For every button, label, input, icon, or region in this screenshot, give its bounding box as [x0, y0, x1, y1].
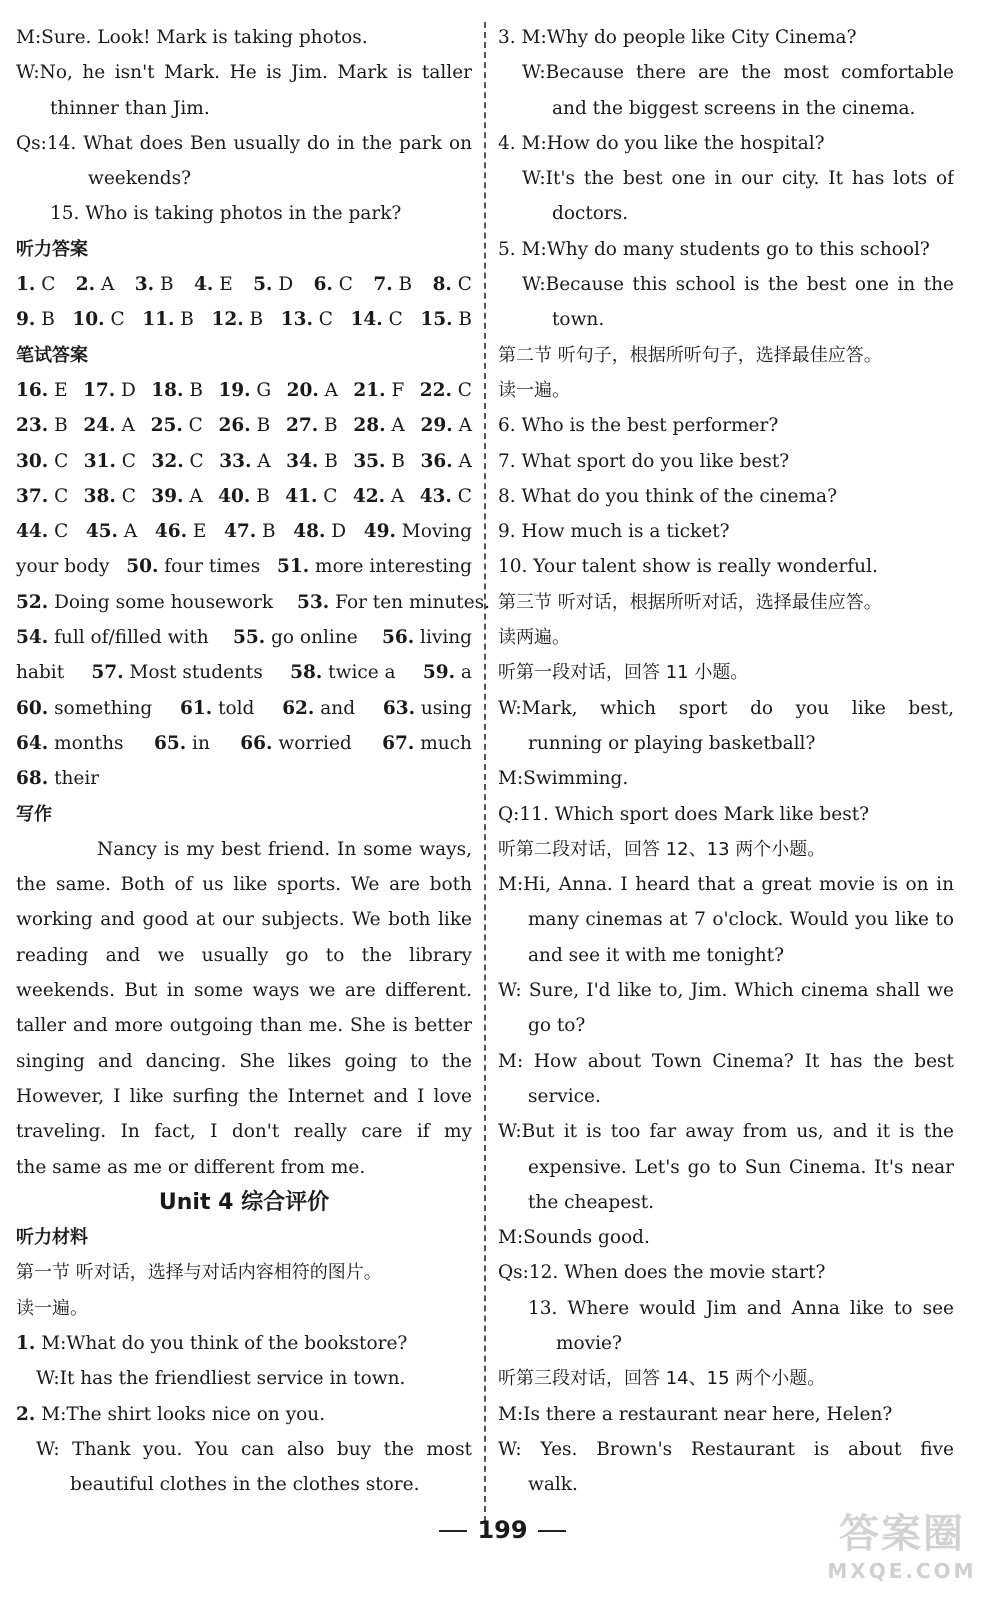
text-line: 9. How much is a ticket? [498, 521, 730, 543]
answer-item: 12. B [211, 309, 264, 331]
text-line: M:Sounds good. [498, 1227, 650, 1249]
answer-item: 52. Doing some housework [16, 591, 274, 613]
answer-item: 56. living [381, 627, 472, 649]
text-line: the cheapest. [528, 1191, 655, 1213]
answer-row [16, 267, 472, 302]
text-line: 第三节 听对话，根据所听对话，选择最佳应答。 [498, 591, 882, 613]
answer-item: 39. A [151, 485, 203, 507]
watermark-url: MXQE.COM [827, 1559, 977, 1583]
text-line: expensive. Let's go to Sun Cinema. It's near [528, 1156, 954, 1178]
answer-item: 51. more interesting [276, 556, 472, 578]
answer-item: 49. Moving [363, 521, 472, 543]
answer-item: 34. B [286, 450, 338, 472]
item-number: 2. [16, 1403, 36, 1425]
answer-item: 21. F [353, 379, 405, 401]
section-heading: 读一遍。 [16, 1297, 88, 1319]
text-line: thinner than Jim. [50, 97, 210, 119]
answer-item: 13. C [280, 309, 333, 331]
answer-item: 16. E [16, 379, 68, 401]
answer-item: 43. C [419, 485, 472, 507]
writing-line: the same. Both of us like sports. We are both [16, 874, 472, 896]
answer-item: 50. four times [126, 556, 261, 578]
answer-item: 37. C [16, 485, 69, 507]
answer-item: 23. B [16, 415, 68, 437]
answer-row [16, 514, 472, 549]
listening-answers [16, 267, 472, 338]
answer-item: 48. D [293, 521, 347, 543]
answer-item: 26. B [218, 415, 271, 437]
text-line: 10. Your talent show is really wonderful. [498, 556, 878, 578]
text-line: 3. M:Why do people like City Cinema? [498, 27, 857, 48]
written-answers [16, 373, 491, 797]
text-line: weekends? [88, 168, 192, 190]
answer-row [16, 726, 472, 761]
text-line: 7. What sport do you like best? [498, 450, 790, 472]
text-line: and see it with me tonight? [528, 944, 785, 966]
answer-row [16, 691, 472, 726]
answer-item: 17. D [82, 379, 136, 401]
answer-row [16, 620, 472, 655]
page-number-dash [439, 1530, 467, 1532]
answer-row [16, 655, 472, 690]
answer-row [16, 549, 472, 584]
dialogue-line: W:It has the friendliest service in town. [36, 1368, 406, 1390]
dialogue-line: beautiful clothes in the clothes store. [70, 1474, 420, 1496]
dialogue-line [16, 1326, 472, 1361]
text-line: M:Is there a restaurant near here, Helen? [498, 1403, 893, 1425]
dialogue-text: M:What do you think of the bookstore? [41, 1332, 408, 1354]
answer-item: 10. C [72, 309, 125, 331]
answer-item: 61. told [180, 697, 255, 719]
text-line: M:Hi, Anna. I heard that a great movie is on in [498, 874, 954, 896]
answer-row [16, 408, 472, 443]
answer-item: 63. using [382, 697, 472, 719]
answer-item: 32. C [151, 450, 204, 472]
writing-line: weekends. But in some ways we are different. [16, 980, 472, 1002]
answer-item: 1. C [16, 274, 56, 296]
answer-item: 22. C [419, 379, 472, 401]
answer-item: 7. B [373, 274, 413, 296]
answer-item: 9. B [16, 309, 55, 331]
text-line: town. [552, 309, 605, 331]
writing-line: reading and we usually go to the library [16, 944, 472, 966]
text-line: Qs:14. What does Ben usually do in the park on [16, 132, 472, 154]
answer-item: 30. C [16, 450, 69, 472]
writing-line: the same as me or different from me. [16, 1156, 366, 1178]
text-line: 第二节 听句子，根据所听句子，选择最佳应答。 [498, 344, 882, 366]
answer-item: 44. C [16, 521, 69, 543]
answer-item: 18. B [151, 379, 203, 401]
answer-item: 11. B [142, 309, 194, 331]
answer-item: 35. B [353, 450, 405, 472]
text-line: service. [528, 1085, 601, 1107]
text-line: and the biggest screens in the cinema. [552, 97, 916, 119]
writing-line: traveling. In fact, I don't really care if my [16, 1121, 472, 1143]
text-line: go to? [528, 1015, 586, 1037]
listening-material-title: 听力材料 [16, 1227, 88, 1249]
answer-row [16, 444, 472, 479]
answer-item: 58. twice a [290, 662, 396, 684]
answer-item: 66. worried [240, 732, 352, 754]
text-line: W:It's the best one in our city. It has lots of [522, 168, 954, 190]
text-line: 听第三段对话，回答 14、15 两个小题。 [498, 1368, 826, 1390]
answer-item: 5. D [253, 274, 294, 296]
answer-item: 14. C [350, 309, 403, 331]
watermark-text: 答案圈 [839, 1511, 965, 1557]
text-line: M: How about Town Cinema? It has the best [498, 1050, 954, 1072]
answer-item: 42. A [352, 485, 405, 507]
text-line: 听第一段对话，回答 11 小题。 [498, 662, 749, 684]
written-answers-title: 笔试答案 [16, 344, 88, 366]
text-line: 6. Who is the best performer? [498, 415, 779, 437]
answer-item: 45. A [85, 521, 138, 543]
writing-line: However, I like surfing the Internet and I love [16, 1085, 472, 1107]
dialogue-line: W: Thank you. You can also buy the most [36, 1438, 472, 1460]
answer-item: 67. much [382, 732, 472, 754]
dialogue-text: M:The shirt looks nice on you. [41, 1403, 326, 1425]
text-line: many cinemas at 7 o'clock. Would you like to [528, 909, 954, 931]
answer-row [16, 373, 472, 408]
text-line: 读两遍。 [498, 627, 570, 649]
left-column [16, 20, 491, 1502]
page-number-text: 199 [477, 1516, 528, 1544]
text-line: W: Yes. Brown's Restaurant is about five [498, 1438, 954, 1460]
answer-item: 36. A [420, 450, 472, 472]
answer-item: 55. go online [233, 627, 358, 649]
answer-item: 24. A [83, 415, 135, 437]
answer-item: 41. C [285, 485, 338, 507]
writing-line: Nancy is my best friend. In some ways, [97, 838, 472, 860]
text-line: M:Swimming. [498, 768, 629, 790]
answer-row [16, 585, 491, 620]
item-number: 1. [16, 1332, 36, 1354]
text-line: doctors. [552, 203, 629, 225]
writing-title: 写作 [16, 803, 52, 825]
answer-item: 68. their [16, 768, 100, 790]
text-line: Q:11. Which sport does Mark like best? [498, 803, 870, 825]
writing-line: taller and more outgoing than me. She is better [16, 1015, 472, 1037]
answer-item: 8. C [432, 274, 472, 296]
text-line: movie? [556, 1332, 622, 1354]
text-line: W: Sure, I'd like to, Jim. Which cinema shall we [498, 980, 954, 1002]
text-line: W:Mark, which sport do you like best, [498, 697, 954, 719]
answer-row [16, 761, 472, 796]
text-line: 读一遍。 [498, 379, 570, 401]
answer-item: 60. something [16, 697, 153, 719]
answer-row [16, 302, 472, 337]
answer-item: 38. C [83, 485, 136, 507]
dialogue-line [16, 1397, 472, 1432]
text-line: 4. M:How do you like the hospital? [498, 132, 825, 154]
answer-item: 62. and [282, 697, 356, 719]
text-line: W:Because this school is the best one in the [522, 274, 954, 296]
answer-item: 33. A [219, 450, 271, 472]
answer-item: 20. A [286, 379, 339, 401]
answer-item: your body [16, 556, 110, 578]
writing-line: working and good at our subjects. We both like [16, 909, 472, 931]
text-line: 15. Who is taking photos in the park? [50, 203, 402, 225]
text-line: Qs:12. When does the movie start? [498, 1262, 826, 1284]
answer-item: habit [16, 662, 65, 684]
answer-item: 47. B [223, 521, 276, 543]
watermark-logo [817, 1502, 987, 1594]
answer-row [16, 479, 472, 514]
answer-item: 4. E [193, 274, 233, 296]
text-line: W:But it is too far away from us, and it is the [498, 1121, 954, 1143]
page-number-dash [538, 1530, 566, 1532]
writing-paragraph [16, 832, 472, 1185]
answer-item: 15. B [420, 309, 472, 331]
answer-item: 27. B [285, 415, 338, 437]
answer-item: 3. B [134, 274, 174, 296]
answer-item: 64. months [16, 732, 124, 754]
answer-item: 28. A [353, 415, 405, 437]
text-line: 13. Where would Jim and Anna like to see [528, 1297, 954, 1319]
text-line: W:No, he isn't Mark. He is Jim. Mark is taller [16, 62, 472, 84]
answer-item: 25. C [150, 415, 203, 437]
text-line: 8. What do you think of the cinema? [498, 485, 837, 507]
answer-item: 65. in [153, 732, 210, 754]
answer-item: 59. a [422, 662, 472, 684]
unit-title: Unit 4 综合评价 [158, 1189, 330, 1215]
answer-item: 57. Most students [91, 662, 263, 684]
answer-item: 19. G [218, 379, 272, 401]
answer-item: 54. full of/filled with [16, 627, 209, 649]
section-heading: 第一节 听对话，选择与对话内容相符的图片。 [16, 1262, 382, 1284]
column-divider [484, 22, 486, 1522]
answer-item: 31. C [83, 450, 136, 472]
text-line: running or playing basketball? [528, 732, 816, 754]
answer-item: 6. C [313, 274, 353, 296]
answer-item: 40. B [218, 485, 270, 507]
listening-answers-title: 听力答案 [16, 238, 88, 260]
answer-item: 53. For ten minutes. [297, 591, 491, 613]
text-line: walk. [528, 1474, 578, 1496]
text-line: 5. M:Why do many students go to this school? [498, 238, 930, 260]
text-line: M:Sure. Look! Mark is taking photos. [16, 27, 368, 48]
text-line: 听第二段对话，回答 12、13 两个小题。 [498, 838, 826, 860]
answer-item: 2. A [75, 274, 115, 296]
answer-item: 46. E [154, 521, 207, 543]
writing-line: singing and dancing. She likes going to the [16, 1050, 472, 1072]
text-line: W:Because there are the most comfortable [522, 62, 954, 84]
right-column [498, 20, 954, 1502]
answer-item: 29. A [420, 415, 472, 437]
